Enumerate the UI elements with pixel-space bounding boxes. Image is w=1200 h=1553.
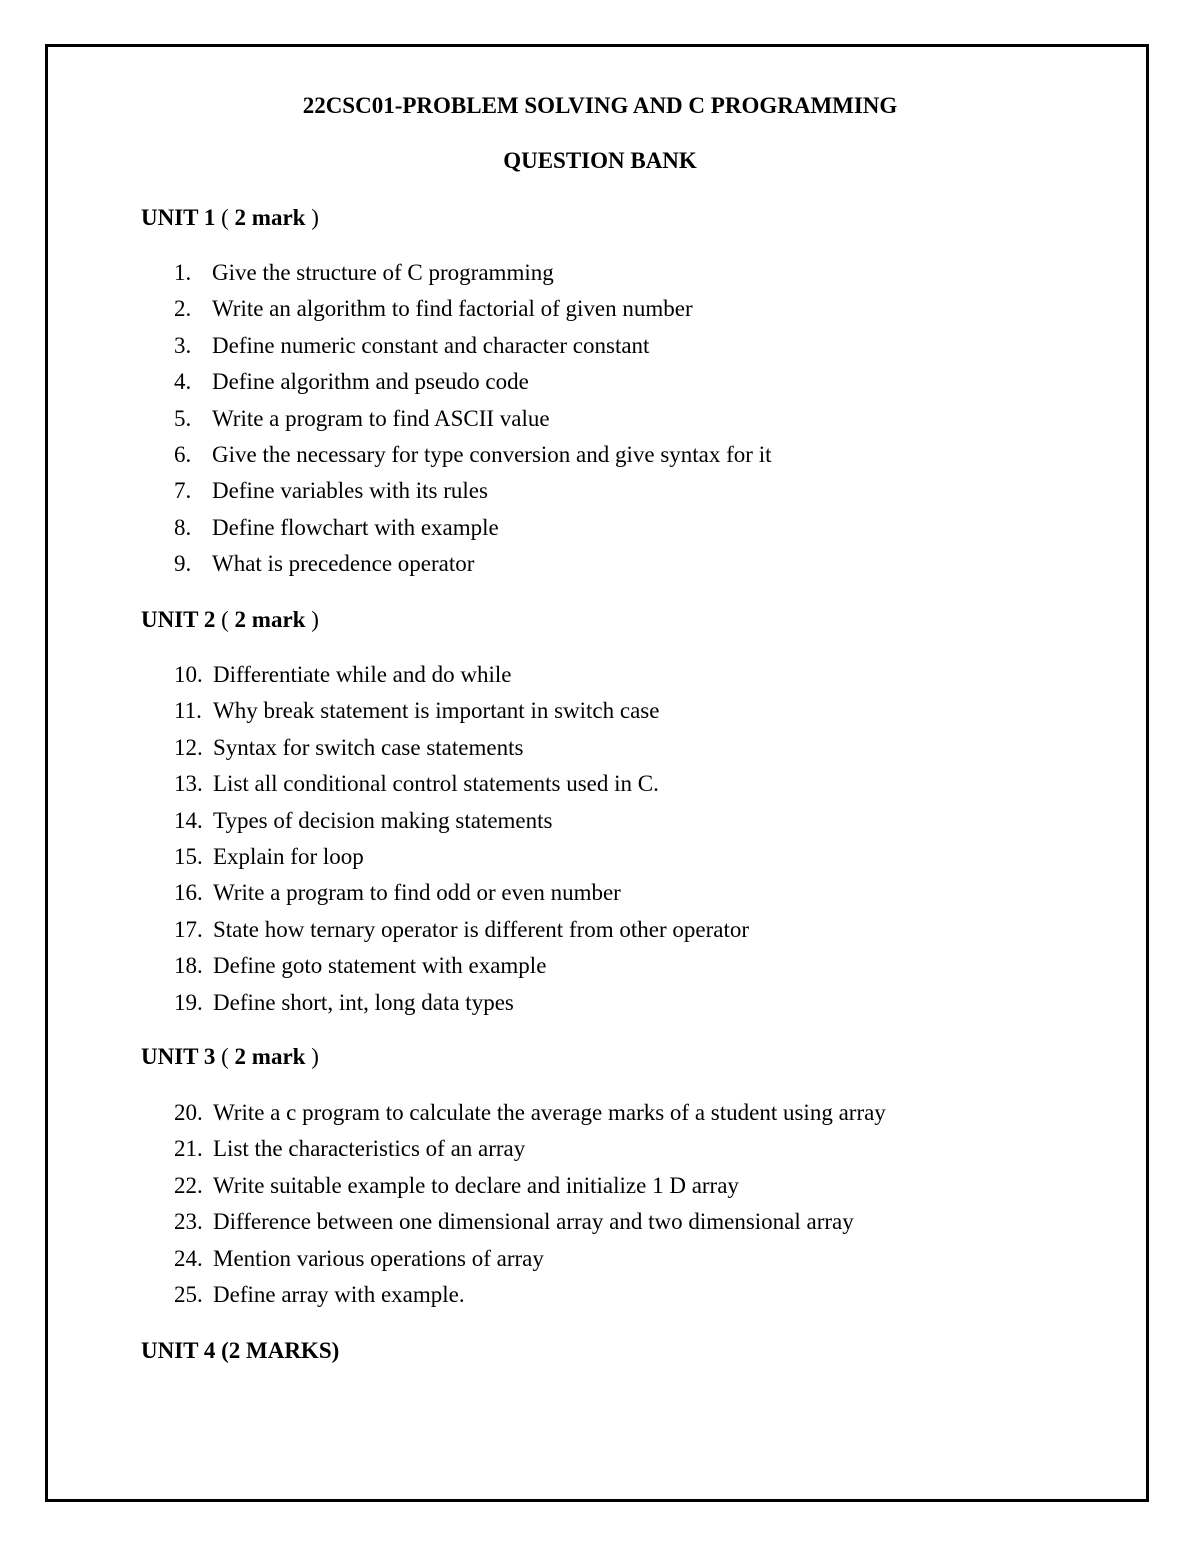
question-text: Write a c program to calculate the average marks of a student using array bbox=[213, 1100, 886, 1125]
question-number: 9. bbox=[174, 551, 192, 577]
question-text: Types of decision making statements bbox=[213, 807, 553, 833]
question-text: Explain for loop bbox=[213, 843, 364, 869]
question-text: Difference between one dimensional array and two dimensional array bbox=[213, 1209, 854, 1235]
unit-3-paren-close: ) bbox=[305, 1044, 319, 1069]
question-text: Give the necessary for type conversion and give syntax for it bbox=[212, 441, 772, 467]
question-number: 23. bbox=[174, 1209, 203, 1235]
question-number: 21. bbox=[174, 1136, 203, 1162]
unit-3-heading bbox=[141, 1043, 319, 1071]
question-text: List all conditional control statements used in C. bbox=[213, 771, 659, 797]
question-text: Give the structure of C programming bbox=[212, 260, 554, 285]
unit-1-paren-close: ) bbox=[305, 205, 319, 230]
question-number: 14. bbox=[174, 807, 203, 833]
question-text: Mention various operations of array bbox=[213, 1245, 544, 1271]
question-number: 13. bbox=[174, 771, 203, 797]
question-text: Write suitable example to declare and initialize 1 D array bbox=[213, 1172, 739, 1198]
question-text: Write a program to find ASCII value bbox=[212, 405, 550, 431]
question-number: 6. bbox=[174, 441, 192, 467]
unit-1-marks: 2 mark bbox=[234, 205, 306, 230]
question-number: 12. bbox=[174, 734, 203, 760]
question-number: 8. bbox=[174, 514, 192, 540]
question-number: 4. bbox=[174, 369, 192, 395]
question-text: Define short, int, long data types bbox=[213, 989, 514, 1015]
question-number: 7. bbox=[174, 478, 192, 504]
document-title: 22CSC01-PROBLEM SOLVING AND C PROGRAMMING bbox=[302, 93, 898, 118]
question-number: 25. bbox=[174, 1281, 203, 1307]
unit-1-label: UNIT 1 bbox=[141, 205, 216, 230]
question-text: State how ternary operator is different from other operator bbox=[213, 916, 750, 942]
question-text: What is precedence operator bbox=[212, 551, 475, 577]
question-text: Differentiate while and do while bbox=[213, 662, 512, 687]
question-text: Define algorithm and pseudo code bbox=[212, 369, 529, 395]
question-text: List the characteristics of an array bbox=[213, 1136, 526, 1162]
unit-1-paren-open: ( bbox=[215, 205, 235, 230]
question-text: Why break statement is important in switch case bbox=[213, 698, 660, 724]
unit-3-paren-open: ( bbox=[215, 1044, 235, 1069]
question-number: 11. bbox=[174, 698, 202, 724]
question-number: 19. bbox=[174, 989, 203, 1015]
question-number: 1. bbox=[174, 260, 192, 285]
question-number: 17. bbox=[174, 916, 203, 942]
question-number: 20. bbox=[174, 1100, 203, 1125]
question-number: 24. bbox=[174, 1245, 203, 1271]
question-text: Syntax for switch case statements bbox=[213, 734, 524, 760]
unit-4-heading: UNIT 4 (2 MARKS) bbox=[141, 1338, 340, 1363]
unit-2-heading bbox=[141, 606, 319, 634]
unit-2-paren-open: ( bbox=[215, 607, 235, 632]
question-number: 2. bbox=[174, 296, 192, 322]
question-text: Write an algorithm to find factorial of given number bbox=[212, 296, 693, 322]
unit-2-marks: 2 mark bbox=[234, 607, 306, 632]
question-number: 3. bbox=[174, 332, 192, 358]
question-number: 16. bbox=[174, 880, 203, 906]
question-text: Define array with example. bbox=[213, 1281, 465, 1307]
question-text: Define goto statement with example bbox=[213, 953, 547, 979]
unit-3-label: UNIT 3 bbox=[141, 1044, 216, 1069]
unit-1-heading bbox=[141, 204, 319, 232]
question-number: 22. bbox=[174, 1172, 203, 1198]
question-text: Define numeric constant and character constant bbox=[212, 332, 650, 358]
question-text: Define flowchart with example bbox=[212, 514, 499, 540]
question-text: Define variables with its rules bbox=[212, 478, 488, 504]
document-subtitle: QUESTION BANK bbox=[503, 148, 697, 173]
question-number: 18. bbox=[174, 953, 203, 979]
unit-2-paren-close: ) bbox=[305, 607, 319, 632]
question-number: 15. bbox=[174, 843, 203, 869]
question-text: Write a program to find odd or even number bbox=[213, 880, 621, 906]
question-number: 10. bbox=[174, 662, 203, 687]
unit-3-marks: 2 mark bbox=[234, 1044, 306, 1069]
unit-2-label: UNIT 2 bbox=[141, 607, 216, 632]
question-number: 5. bbox=[174, 405, 192, 431]
